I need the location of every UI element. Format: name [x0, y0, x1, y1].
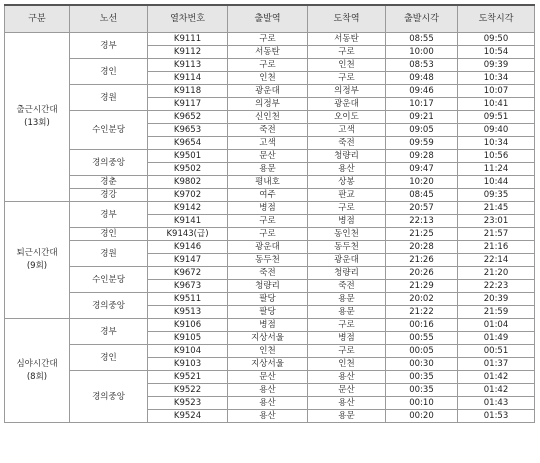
- line-name-cell: 수인분당: [70, 111, 148, 150]
- line-name-cell: 경춘: [70, 176, 148, 189]
- departure-time-cell: 08:45: [386, 189, 458, 202]
- departure-time-cell: 20:26: [386, 267, 458, 280]
- header-arrival-station: 도착역: [308, 5, 386, 33]
- train-number-cell: K9673: [148, 280, 228, 293]
- departure-station-cell: 광운대: [228, 85, 308, 98]
- arrival-station-cell: 용산: [308, 163, 386, 176]
- table-row: [5, 345, 535, 358]
- arrival-time-cell: 10:54: [458, 46, 535, 59]
- time-period-count: (9회): [26, 261, 48, 271]
- train-number-cell: K9522: [148, 384, 228, 397]
- table-row: [5, 371, 535, 384]
- train-number-cell: K9654: [148, 137, 228, 150]
- header-train-number: 열차번호: [148, 5, 228, 33]
- departure-time-cell: 00:55: [386, 332, 458, 345]
- time-period-label: 퇴근시간대: [16, 248, 58, 258]
- arrival-time-cell: 21:57: [458, 228, 535, 241]
- departure-time-cell: 00:30: [386, 358, 458, 371]
- time-period-cell: [5, 319, 70, 423]
- time-period-count: (8회): [26, 371, 48, 382]
- departure-station-cell: 인천: [228, 72, 308, 85]
- arrival-time-cell: 21:16: [458, 241, 535, 254]
- train-number-cell: K9104: [148, 345, 228, 358]
- header-departure-station: 출발역: [228, 5, 308, 33]
- departure-time-cell: 00:35: [386, 371, 458, 384]
- arrival-time-cell: 10:34: [458, 72, 535, 85]
- time-period-label: 심야시간대: [16, 358, 58, 369]
- line-name-cell: 경원: [70, 85, 148, 111]
- arrival-station-cell: 동두천: [308, 241, 386, 254]
- arrival-station-cell: 병점: [308, 332, 386, 345]
- departure-station-cell: 평내호: [228, 176, 308, 189]
- departure-station-cell: 구로: [228, 33, 308, 46]
- departure-time-cell: 00:10: [386, 397, 458, 410]
- time-period-label: 출근시간대: [16, 105, 58, 115]
- departure-time-cell: 21:25: [386, 228, 458, 241]
- departure-station-cell: 팔당: [228, 293, 308, 306]
- train-number-cell: K9501: [148, 150, 228, 163]
- arrival-station-cell: 동인천: [308, 228, 386, 241]
- train-number-cell: K9142: [148, 202, 228, 215]
- arrival-time-cell: 21:45: [458, 202, 535, 215]
- arrival-time-cell: 20:39: [458, 293, 535, 306]
- departure-station-cell: 용산: [228, 384, 308, 397]
- arrival-time-cell: 21:59: [458, 306, 535, 319]
- arrival-station-cell: 병점: [308, 215, 386, 228]
- departure-station-cell: 죽전: [228, 267, 308, 280]
- train-number-cell: K9523: [148, 397, 228, 410]
- departure-station-cell: 구로: [228, 228, 308, 241]
- train-number-cell: K9652: [148, 111, 228, 124]
- departure-station-cell: 지상서울: [228, 332, 308, 345]
- departure-time-cell: 09:05: [386, 124, 458, 137]
- table-row: [5, 319, 535, 332]
- departure-time-cell: 21:22: [386, 306, 458, 319]
- arrival-station-cell: 구로: [308, 72, 386, 85]
- line-name-cell: 경인: [70, 228, 148, 241]
- train-number-cell: K9103: [148, 358, 228, 371]
- departure-station-cell: 서동탄: [228, 46, 308, 59]
- table-row: [5, 189, 535, 202]
- arrival-station-cell: 청량리: [308, 267, 386, 280]
- departure-station-cell: 지상서울: [228, 358, 308, 371]
- arrival-station-cell: 구로: [308, 345, 386, 358]
- line-name-cell: 경인: [70, 345, 148, 371]
- arrival-station-cell: 광운대: [308, 98, 386, 111]
- arrival-station-cell: 구로: [308, 202, 386, 215]
- arrival-time-cell: 10:41: [458, 98, 535, 111]
- train-number-cell: K9112: [148, 46, 228, 59]
- line-name-cell: 수인분당: [70, 267, 148, 293]
- departure-station-cell: 광운대: [228, 241, 308, 254]
- arrival-time-cell: 22:14: [458, 254, 535, 267]
- train-number-cell: K9147: [148, 254, 228, 267]
- arrival-time-cell: 10:56: [458, 150, 535, 163]
- arrival-station-cell: 오이도: [308, 111, 386, 124]
- departure-station-cell: 팔당: [228, 306, 308, 319]
- train-number-cell: K9106: [148, 319, 228, 332]
- time-period-cell: [5, 33, 70, 202]
- arrival-time-cell: 11:24: [458, 163, 535, 176]
- departure-time-cell: 10:17: [386, 98, 458, 111]
- train-number-cell: K9524: [148, 410, 228, 423]
- departure-station-cell: 청량리: [228, 280, 308, 293]
- arrival-station-cell: 인천: [308, 59, 386, 72]
- departure-station-cell: 여주: [228, 189, 308, 202]
- header-category: 구분: [5, 5, 70, 33]
- arrival-station-cell: 용산: [308, 371, 386, 384]
- train-number-cell: K9513: [148, 306, 228, 319]
- departure-station-cell: 구로: [228, 215, 308, 228]
- table-row: [5, 293, 535, 306]
- arrival-time-cell: 09:50: [458, 33, 535, 46]
- departure-station-cell: 병점: [228, 319, 308, 332]
- header-line: 노선: [70, 5, 148, 33]
- table-row: [5, 111, 535, 124]
- arrival-time-cell: 01:49: [458, 332, 535, 345]
- departure-station-cell: 고색: [228, 137, 308, 150]
- train-number-cell: K9653: [148, 124, 228, 137]
- departure-station-cell: 용산: [228, 410, 308, 423]
- departure-time-cell: 08:53: [386, 59, 458, 72]
- train-number-cell: K9114: [148, 72, 228, 85]
- table-row: [5, 176, 535, 189]
- arrival-station-cell: 서동탄: [308, 33, 386, 46]
- departure-station-cell: 의정부: [228, 98, 308, 111]
- line-name-cell: 경강: [70, 189, 148, 202]
- header-departure-time: 출발시각: [386, 5, 458, 33]
- departure-station-cell: 병점: [228, 202, 308, 215]
- header-row: [5, 5, 535, 33]
- departure-time-cell: 08:55: [386, 33, 458, 46]
- arrival-time-cell: 01:43: [458, 397, 535, 410]
- departure-time-cell: 00:16: [386, 319, 458, 332]
- line-name-cell: 경원: [70, 241, 148, 267]
- arrival-station-cell: 죽전: [308, 137, 386, 150]
- departure-station-cell: 문산: [228, 150, 308, 163]
- arrival-station-cell: 판교: [308, 189, 386, 202]
- train-number-cell: K9117: [148, 98, 228, 111]
- arrival-station-cell: 인천: [308, 358, 386, 371]
- departure-time-cell: 09:46: [386, 85, 458, 98]
- arrival-station-cell: 용문: [308, 410, 386, 423]
- train-schedule-table: [4, 4, 535, 423]
- arrival-time-cell: 01:42: [458, 384, 535, 397]
- arrival-station-cell: 의정부: [308, 85, 386, 98]
- header-arrival-time: 도착시각: [458, 5, 535, 33]
- departure-time-cell: 00:05: [386, 345, 458, 358]
- time-period-cell: [5, 202, 70, 319]
- arrival-station-cell: 용문: [308, 306, 386, 319]
- line-name-cell: 경부: [70, 202, 148, 228]
- departure-time-cell: 22:13: [386, 215, 458, 228]
- arrival-station-cell: 용문: [308, 293, 386, 306]
- time-period-count: (13회): [24, 118, 50, 128]
- train-number-cell: K9702: [148, 189, 228, 202]
- departure-time-cell: 20:02: [386, 293, 458, 306]
- arrival-time-cell: 10:07: [458, 85, 535, 98]
- train-number-cell: K9672: [148, 267, 228, 280]
- arrival-time-cell: 23:01: [458, 215, 535, 228]
- train-number-cell: K9502: [148, 163, 228, 176]
- train-number-cell: K9521: [148, 371, 228, 384]
- train-number-cell: K9118: [148, 85, 228, 98]
- arrival-station-cell: 고색: [308, 124, 386, 137]
- departure-station-cell: 구로: [228, 59, 308, 72]
- table-row: [5, 241, 535, 254]
- train-number-cell: K9511: [148, 293, 228, 306]
- departure-station-cell: 용산: [228, 397, 308, 410]
- departure-time-cell: 09:28: [386, 150, 458, 163]
- arrival-station-cell: 구로: [308, 46, 386, 59]
- table-row: [5, 85, 535, 98]
- arrival-station-cell: 구로: [308, 319, 386, 332]
- line-name-cell: 경인: [70, 59, 148, 85]
- departure-time-cell: 10:20: [386, 176, 458, 189]
- arrival-station-cell: 청량리: [308, 150, 386, 163]
- line-name-cell: 경의중앙: [70, 150, 148, 176]
- arrival-time-cell: 01:04: [458, 319, 535, 332]
- train-number-cell: K9105: [148, 332, 228, 345]
- departure-time-cell: 10:00: [386, 46, 458, 59]
- arrival-time-cell: 10:44: [458, 176, 535, 189]
- arrival-station-cell: 죽전: [308, 280, 386, 293]
- departure-time-cell: 20:28: [386, 241, 458, 254]
- arrival-time-cell: 09:35: [458, 189, 535, 202]
- table-row: [5, 33, 535, 46]
- departure-time-cell: 00:20: [386, 410, 458, 423]
- departure-time-cell: 09:48: [386, 72, 458, 85]
- table-row: [5, 150, 535, 163]
- table-row: [5, 202, 535, 215]
- table-row: [5, 59, 535, 72]
- arrival-time-cell: 01:42: [458, 371, 535, 384]
- timetable-container: [4, 4, 535, 423]
- arrival-time-cell: 10:34: [458, 137, 535, 150]
- train-number-cell: K9113: [148, 59, 228, 72]
- arrival-time-cell: 09:51: [458, 111, 535, 124]
- departure-station-cell: 용문: [228, 163, 308, 176]
- table-row: [5, 267, 535, 280]
- departure-station-cell: 죽전: [228, 124, 308, 137]
- departure-time-cell: 09:59: [386, 137, 458, 150]
- departure-station-cell: 문산: [228, 371, 308, 384]
- arrival-station-cell: 용산: [308, 397, 386, 410]
- departure-station-cell: 신인천: [228, 111, 308, 124]
- arrival-station-cell: 문산: [308, 384, 386, 397]
- arrival-time-cell: 01:37: [458, 358, 535, 371]
- line-name-cell: 경의중앙: [70, 371, 148, 423]
- arrival-time-cell: 09:39: [458, 59, 535, 72]
- train-number-cell: K9146: [148, 241, 228, 254]
- arrival-time-cell: 00:51: [458, 345, 535, 358]
- departure-time-cell: 09:21: [386, 111, 458, 124]
- arrival-station-cell: 상봉: [308, 176, 386, 189]
- train-number-cell: K9111: [148, 33, 228, 46]
- arrival-station-cell: 광운대: [308, 254, 386, 267]
- train-number-cell: K9802: [148, 176, 228, 189]
- departure-time-cell: 09:47: [386, 163, 458, 176]
- departure-station-cell: 인천: [228, 345, 308, 358]
- line-name-cell: 경부: [70, 319, 148, 345]
- arrival-time-cell: 22:23: [458, 280, 535, 293]
- departure-time-cell: 20:57: [386, 202, 458, 215]
- departure-time-cell: 21:29: [386, 280, 458, 293]
- arrival-time-cell: 01:53: [458, 410, 535, 423]
- departure-time-cell: 21:26: [386, 254, 458, 267]
- table-row: [5, 228, 535, 241]
- departure-time-cell: 00:35: [386, 384, 458, 397]
- line-name-cell: 경의중앙: [70, 293, 148, 319]
- arrival-time-cell: 09:40: [458, 124, 535, 137]
- departure-station-cell: 동두천: [228, 254, 308, 267]
- arrival-time-cell: 21:20: [458, 267, 535, 280]
- train-number-cell: K9141: [148, 215, 228, 228]
- line-name-cell: 경부: [70, 33, 148, 59]
- train-number-cell: K9143(급): [148, 228, 228, 241]
